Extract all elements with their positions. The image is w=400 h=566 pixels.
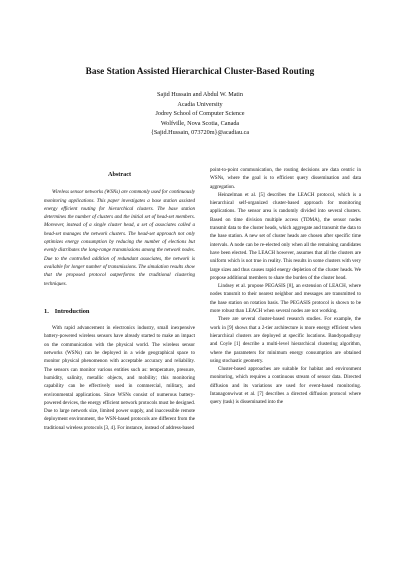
paper-title: Base Station Assisted Hierarchical Cluster-Based Routing [85, 66, 315, 76]
intro-paragraph-5: Cluster-based approaches are suitable for habitat and environment monitoring, which requires a continuous stream of sensor data. Directed diffusion and its variations are used for event-based monitoring. Intanagonwiwat et al. [7] describes a directed diffusion protocol where query (task) is disseminated into the [210, 366, 361, 406]
author-department: Jodrey School of Computer Science [155, 110, 245, 118]
right-column [210, 166, 361, 407]
intro-paragraph-1: With rapid advancement in electronics industry, small inexpensive battery-powered wireless sensors have already started to make an impact on the communication with the physical world. The wireless sensor networks (WSNs) can be deployed in a wide geographical space to monitor physical phenomenon with acceptable accuracy and reliability. The sensors can monitor various entities such as: temperature, pressure, humidity, salinity, metallic objects, and mobility; this monitoring capability can be effectively used in commercial, military, and environmental applications. Since WSNs consist of numerous battery-powered devices, the energy efficient network protocols must be designed. Due to large network size, limited power supply, and inaccessible remote deployment environment, the WSN-based protocols are different from the traditional wireless protocols [3, 4]. For instance, instead of address-based [44, 325, 195, 431]
section-number: 1. [44, 307, 49, 315]
abstract-text: Wireless sensor networks (WSNs) are commonly used for continuously monitoring applications. This paper investigates a base station assisted energy efficient routing for hierarchical clusters. The base station determines the number of clusters and the initial set of head-set members. Moreover, instead of a single cluster head, a set of associates called a head-set manages the network clusters. The head-set approach not only optimizes energy consumption by reducing the number of elections but evenly distributes the long-range transmissions among the network nodes. Due to the controlled addition of redundant associates, the network is available for longer number of transmissions. The simulation results show that the proposed protocol outperforms the traditional clustering techniques. [44, 189, 195, 287]
author-affiliation: Acadia University [177, 100, 223, 108]
intro-paragraph-continued: point-to-point communication, the routing decisions are data centric in WSNs, where the goal is to efficient query dissemination and data aggregation. [210, 167, 361, 190]
section-title: Introduction [54, 307, 90, 315]
intro-paragraph-3: Lindsey et al. propose PEGASIS [8], an extension of LEACH, where nodes transmit to their nearest neighbor and messages are transmitted to the base station on rotation basis. The PEGASIS protocol is shown to be more robust than LEACH when several nodes are not working. [210, 283, 361, 315]
left-column [44, 166, 195, 432]
abstract-heading: Abstract [107, 171, 132, 178]
author-block [0, 90, 400, 138]
abstract [44, 188, 195, 288]
author-emails: {Sajid.Hussain, 073720m}@acadiau.ca [150, 129, 250, 137]
section-heading-introduction [44, 308, 195, 316]
intro-paragraph-4: There are several cluster-based research studies. For example, the work in [9] shows that a 2-tier architecture is more energy efficient when hierarchical clusters are deployed at specific locations. Bandyopadhyay and Coyle [1] describe a multi-level hierarchical clustering algorithm, where the parameters for minimum energy consumption are obtained using stochastic geometry. [210, 316, 361, 364]
intro-paragraph-2: Heinzelman et al. [5] describes the LEACH protocol, which is a hierarchical self-organized cluster-based approach for monitoring applications. The sensor area is randomly divided into several clusters. Based on time division multiple access (TDMA), the sensor nodes transmit data to the cluster heads, which aggregate and transmit the data to the base station. A new set of cluster heads are chosen after specific time intervals. A node can be re-elected only when all the remaining candidates have been elected. The LEACH however, assumes that all the clusters are uniform which is not true in reality. This results in some clusters with very large sizes and thus causes rapid energy depletion of the cluster heads. We propose additional members to share the burden of the cluster head. [210, 191, 361, 281]
author-names: Sajid Hussain and Abdul W. Matin [157, 91, 243, 98]
author-location: Wolfville, Nova Scotia, Canada [160, 119, 240, 127]
